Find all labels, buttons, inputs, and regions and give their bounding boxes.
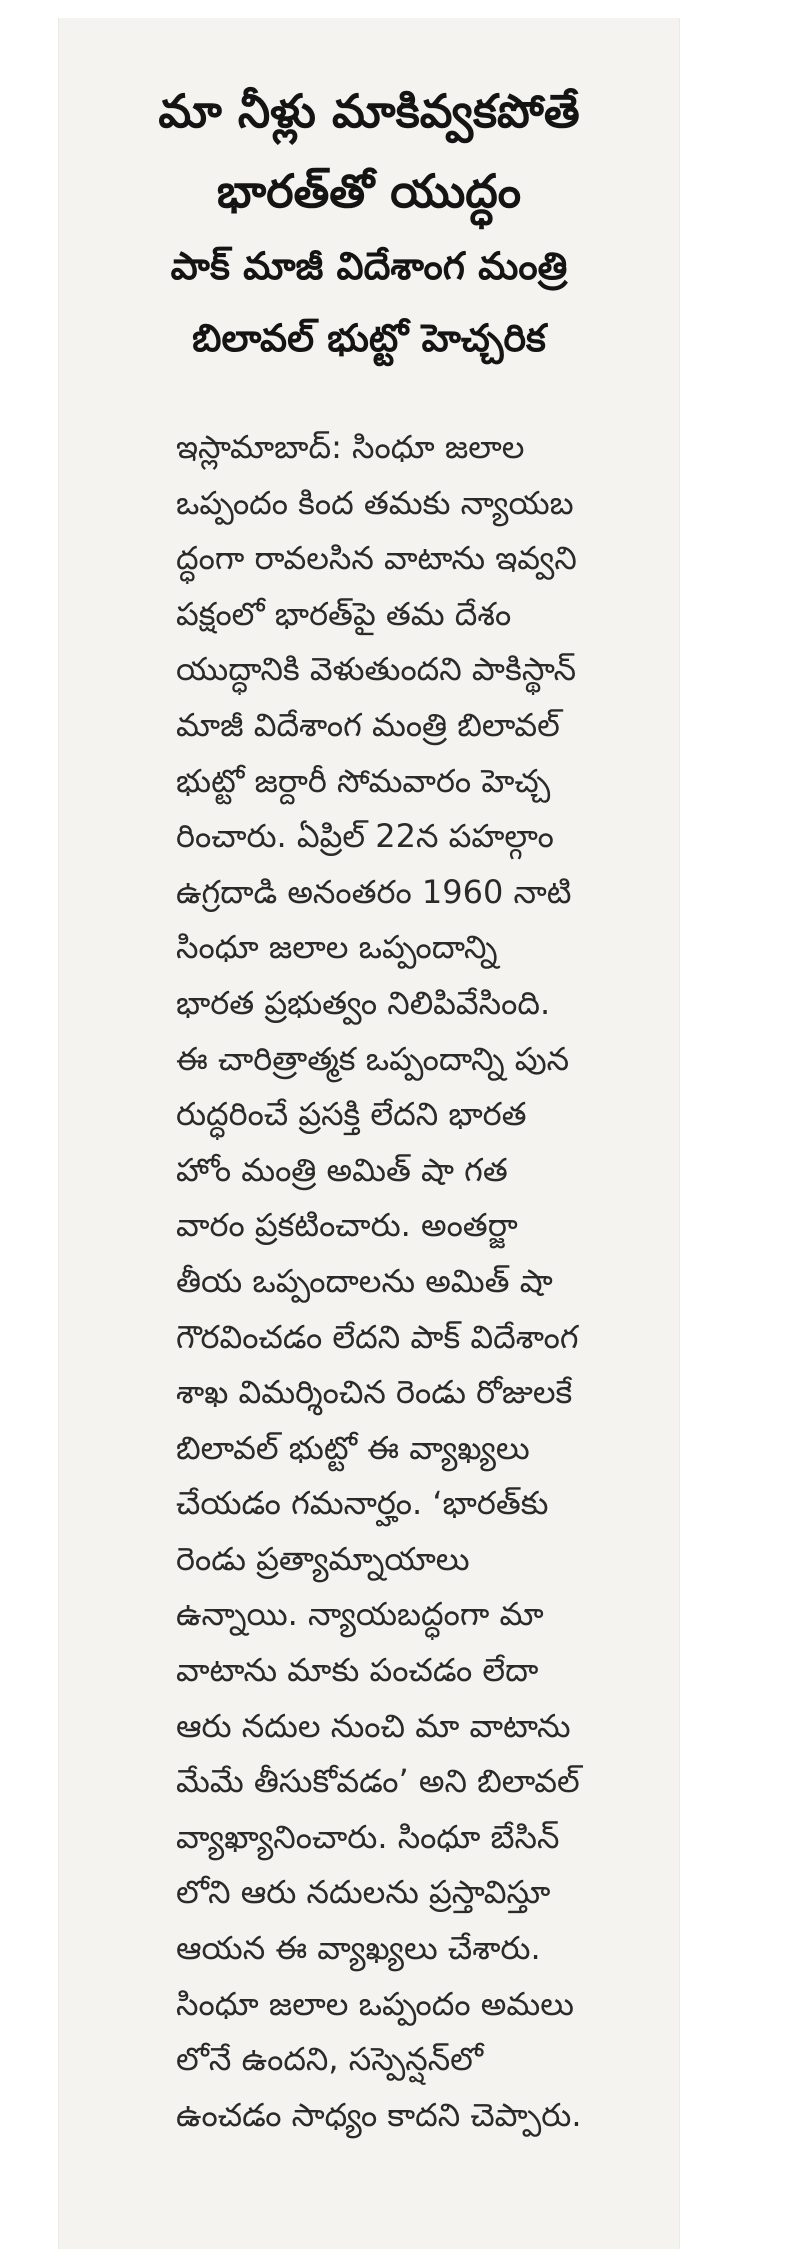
article-body-line: వ్యాఖ్యానించారు. సింధూ బేసిన్ bbox=[176, 1817, 560, 1856]
article-body-line: హోం మంత్రి అమిత్ షా గత bbox=[176, 1150, 508, 1189]
subheadline-line-1: పాక్ మాజీ విదేశాంగ మంత్రి bbox=[170, 244, 568, 288]
article-body-line: ఈ చారిత్రాత్మక ఒప్పందాన్ని పున bbox=[176, 1039, 570, 1078]
subheadline-line-2: బిలావల్ భుట్టో హెచ్చరిక bbox=[192, 316, 546, 360]
article-body-line: రించారు. ఏప్రిల్ 22న పహల్గాం bbox=[176, 817, 554, 856]
headline-line-2: భారత్‌తో యుద్ధం bbox=[216, 164, 522, 218]
article-body-line: లోని ఆరు నదులను ప్రస్తావిస్తూ bbox=[176, 1873, 551, 1912]
article-body-line: భుట్టో జర్దారీ సోమవారం హెచ్చ bbox=[176, 761, 551, 800]
article-body-line: లోనే ఉందని, సస్పెన్షన్‌లో bbox=[176, 2040, 484, 2079]
article-body-line: యుద్ధానికి వెళుతుందని పాకిస్థాన్ bbox=[176, 650, 577, 689]
article-body bbox=[176, 420, 681, 2143]
article-body-line: శాఖ విమర్శించిన రెండు రోజులకే bbox=[176, 1373, 573, 1412]
article-body-line: పక్షంలో భారత్‌పై తమ దేశం bbox=[176, 594, 512, 633]
article-body-line: ఇస్లామాబాద్: సింధూ జలాల bbox=[176, 428, 525, 466]
newspaper-clipping bbox=[58, 18, 680, 2249]
article-body-line: బిలావల్ భుట్టో ఈ వ్యాఖ్యలు bbox=[176, 1428, 530, 1467]
article-body-line: ఆరు నదుల నుంచి మా వాటాను bbox=[176, 1706, 571, 1745]
article-body-line: ద్ధంగా రావలసిన వాటాను ఇవ్వని bbox=[176, 539, 577, 578]
article-body-line: ఒప్పందం కింద తమకు న్యాయబ bbox=[176, 483, 574, 522]
article-body-line: తీయ ఒప్పందాలను అమిత్ షా bbox=[176, 1261, 553, 1300]
article-body-line: చేయడం గమనార్హం. ‘భారత్‌కు bbox=[176, 1484, 549, 1523]
article-body-line: వాటాను మాకు పంచడం లేదా bbox=[176, 1651, 539, 1690]
headline-line-1: మా నీళ్లు మాకివ్వకపోతే bbox=[158, 84, 580, 138]
article-body-line: ఆయన ఈ వ్యాఖ్యలు చేశారు. bbox=[176, 1929, 541, 1968]
article-body-line: గౌరవించడం లేదని పాక్ విదేశాంగ bbox=[176, 1317, 579, 1356]
article-body-line: భారత ప్రభుత్వం నిలిపివేసింది. bbox=[176, 983, 551, 1022]
article-body-line: ఉగ్రదాడి అనంతరం 1960 నాటి bbox=[176, 872, 572, 911]
article-body-line: ఉంచడం సాధ్యం కాదని చెప్పారు. bbox=[176, 2095, 582, 2134]
article-body-line: ఉన్నాయి. న్యాయబద్ధంగా మా bbox=[176, 1595, 544, 1634]
article-body-line: రెండు ప్రత్యామ్నాయాలు bbox=[176, 1539, 470, 1578]
article-body-line: సింధూ జలాల ఒప్పందం అమలు bbox=[176, 1984, 574, 2023]
article-body-line: మాజీ విదేశాంగ మంత్రి బిలావల్ bbox=[176, 705, 560, 744]
article-body-line: రుద్ధరించే ప్రసక్తి లేదని భారత bbox=[176, 1095, 527, 1134]
article-body-line: వారం ప్రకటించారు. అంతర్జా bbox=[176, 1206, 518, 1245]
article-body-line: సింధూ జలాల ఒప్పందాన్ని bbox=[176, 928, 498, 967]
article-body-line: మేమే తీసుకోవడం’ అని బిలావల్ bbox=[176, 1762, 580, 1801]
